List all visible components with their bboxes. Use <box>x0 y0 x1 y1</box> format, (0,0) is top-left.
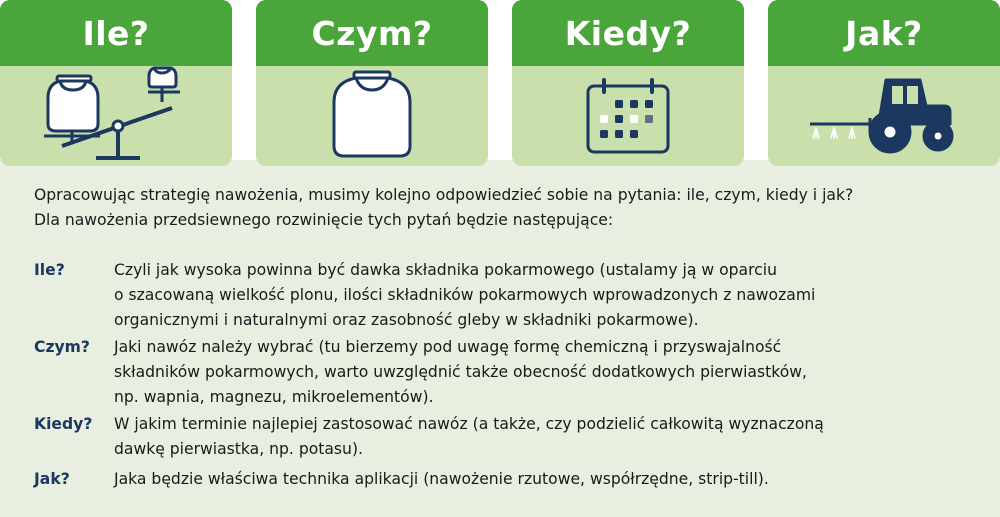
card-title: Czym? <box>256 0 488 66</box>
answer-text <box>114 412 964 462</box>
question-label: Jak? <box>34 470 70 488</box>
intro-line: Opracowując strategię nawożenia, musimy kolejno odpowiedzieć sobie na pytania: ile, czym, kiedy i jak? <box>34 186 854 204</box>
card-jak <box>768 0 1000 166</box>
answer-text <box>114 258 964 333</box>
calendar-icon <box>512 66 744 166</box>
answer-line: Jaki nawóz należy wybrać (tu bierzemy pod uwagę formę chemiczną i przyswajalność <box>114 338 782 356</box>
answer-line: Jaka będzie właściwa technika aplikacji (nawożenie rzutowe, współrzędne, strip-till). <box>114 470 769 488</box>
card-czym <box>256 0 488 166</box>
scale-bags-icon <box>0 66 232 166</box>
answer-line: składników pokarmowych, warto uwzględnić także obecność dodatkowych pierwiastków, <box>114 363 807 381</box>
answer-line: organicznymi i naturalnymi oraz zasobność gleby w składniki pokarmowe). <box>114 311 699 329</box>
card-title: Kiedy? <box>512 0 744 66</box>
card-ile <box>0 0 232 166</box>
answer-text <box>114 467 964 492</box>
answer-line: np. wapnia, magnezu, mikroelementów). <box>114 388 434 406</box>
fertilizer-bag-icon <box>256 66 488 166</box>
question-label: Kiedy? <box>34 415 93 433</box>
answer-line: o szacowaną wielkość plonu, ilości składników pokarmowych wprowadzonych z nawozami <box>114 286 816 304</box>
answer-text <box>114 335 964 410</box>
card-kiedy <box>512 0 744 166</box>
card-title: Jak? <box>768 0 1000 66</box>
answer-line: W jakim terminie najlepiej zastosować nawóz (a także, czy podzielić całkowitą wyznaczoną <box>114 415 824 433</box>
question-label: Ile? <box>34 261 65 279</box>
intro-line: Dla nawożenia przedsiewnego rozwinięcie tych pytań będzie następujące: <box>34 211 614 229</box>
answer-line: dawkę pierwiastka, np. potasu). <box>114 440 363 458</box>
card-title: Ile? <box>0 0 232 66</box>
intro-text <box>34 183 984 233</box>
answer-line: Czyli jak wysoka powinna być dawka składnika pokarmowego (ustalamy ją w oparciu <box>114 261 777 279</box>
question-label: Czym? <box>34 338 90 356</box>
tractor-sprayer-icon <box>768 66 1000 166</box>
